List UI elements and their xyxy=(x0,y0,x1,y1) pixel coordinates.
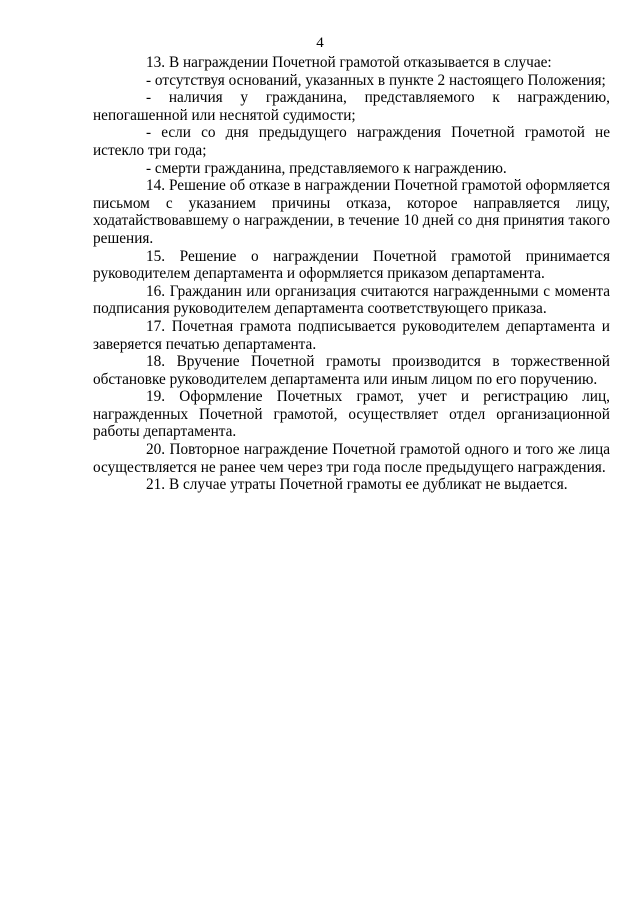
paragraph-18: 18. Вручение Почетной грамоты производится в торжественной обстановке руководителем департамента или иным лицом по его поручению. xyxy=(93,353,610,388)
paragraph-17: 17. Почетная грамота подписывается руководителем департамента и заверяется печатью департамента. xyxy=(93,317,610,353)
list-item-no-grounds: - отсутствуя оснований, указанных в пункте 2 настоящего Положения; xyxy=(146,71,606,89)
paragraph-13: 13. В награждении Почетной грамотой отказывается в случае: xyxy=(146,54,552,71)
paragraph-20: 20. Повторное награждение Почетной грамотой одного и того же лица осуществляется не ранее чем через три года после предыдущего награждения. xyxy=(93,441,610,476)
page-number: 4 xyxy=(316,35,324,51)
paragraph-21: 21. В случае утраты Почетной грамоты ее дубликат не выдается. xyxy=(146,476,568,494)
list-item-criminal-record: - наличия у гражданина, представляемого к награждению, непогашенной или неснятой судимости; xyxy=(93,89,610,124)
document-body xyxy=(93,54,610,494)
list-item-three-years: - если со дня предыдущего награждения Почетной грамотой не истекло три года; xyxy=(93,124,610,159)
paragraph-14: 14. Решение об отказе в награждении Почетной грамотой оформляется письмом с указанием причины отказа, которое направляется лицу, ходатайствовавшему о награждении, в течение 10 дней со дня принятия такого решения. xyxy=(93,177,610,247)
paragraph-19: 19. Оформление Почетных грамот, учет и регистрацию лиц, награжденных Почетной грамотой, осуществляет отдел организационной работы департамента. xyxy=(93,388,610,441)
list-item-death: - смерти гражданина, представляемого к награждению. xyxy=(146,159,507,177)
paragraph-15: 15. Решение о награждении Почетной грамотой принимается руководителем департамента и оформляется приказом департамента. xyxy=(93,247,610,283)
paragraph-16: 16. Гражданин или организация считаются награжденными с момента подписания руководителем департамента соответствующего приказа. xyxy=(93,282,610,318)
